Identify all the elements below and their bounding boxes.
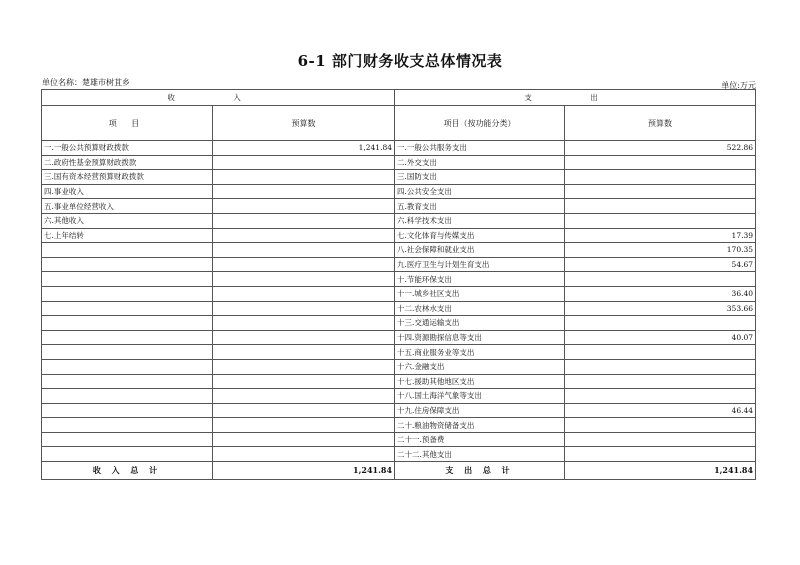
income-value-cell bbox=[213, 447, 395, 462]
income-item-cell bbox=[42, 447, 213, 462]
income-value-cell bbox=[213, 316, 395, 331]
expense-value-cell bbox=[565, 345, 756, 360]
expense-item-cell: 四.公共安全支出 bbox=[395, 184, 565, 199]
expense-value-cell: 522.86 bbox=[565, 141, 756, 156]
income-value-cell bbox=[213, 155, 395, 170]
table-row bbox=[42, 272, 756, 287]
item-by-func-header: 项目（按功能分类） bbox=[395, 106, 565, 141]
expense-item-cell: 十四.资源勘探信息等支出 bbox=[395, 330, 565, 345]
table-row bbox=[42, 316, 756, 331]
budget-header: 预算数 bbox=[213, 106, 395, 141]
expense-item-cell: 八.社会保障和就业支出 bbox=[395, 243, 565, 258]
table-row bbox=[42, 374, 756, 389]
expense-item-cell: 十.节能环保支出 bbox=[395, 272, 565, 287]
expense-value-cell bbox=[565, 213, 756, 228]
income-value-cell bbox=[213, 345, 395, 360]
expense-value-cell bbox=[565, 359, 756, 374]
expense-value-cell: 54.67 bbox=[565, 257, 756, 272]
table-row bbox=[42, 447, 756, 462]
expense-value-cell bbox=[565, 184, 756, 199]
expense-value-cell bbox=[565, 170, 756, 185]
income-item-cell: 四.事业收入 bbox=[42, 184, 213, 199]
expense-value-cell: 170.35 bbox=[565, 243, 756, 258]
expense-value-cell: 36.40 bbox=[565, 286, 756, 301]
income-value-cell bbox=[213, 374, 395, 389]
expense-value-cell: 40.07 bbox=[565, 330, 756, 345]
expense-item-cell: 十八.国土海洋气象等支出 bbox=[395, 389, 565, 404]
expense-item-cell: 七.文化体育与传媒支出 bbox=[395, 228, 565, 243]
expense-item-cell: 十五.商业服务业等支出 bbox=[395, 345, 565, 360]
table-row bbox=[42, 432, 756, 447]
income-item-cell bbox=[42, 316, 213, 331]
expense-total-value: 1,241.84 bbox=[565, 462, 756, 480]
income-header: 收 入 bbox=[42, 90, 395, 106]
income-item-cell: 二.政府性基金预算财政拨款 bbox=[42, 155, 213, 170]
page-title: 6-1 部门财务收支总体情况表 bbox=[297, 52, 503, 70]
income-value-cell bbox=[213, 257, 395, 272]
unit-label: 单位:万元 bbox=[721, 81, 756, 90]
income-item-cell bbox=[42, 272, 213, 287]
table-row bbox=[42, 330, 756, 345]
income-item-cell: 五.事业单位经营收入 bbox=[42, 199, 213, 214]
income-value-cell bbox=[213, 199, 395, 214]
table-row bbox=[42, 243, 756, 258]
expense-item-cell: 十七.援助其他地区支出 bbox=[395, 374, 565, 389]
table-row bbox=[42, 345, 756, 360]
expense-total-label: 支 出 总 计 bbox=[395, 462, 565, 480]
income-value-cell bbox=[213, 184, 395, 199]
table-row bbox=[42, 199, 756, 214]
income-value-cell: 1,241.84 bbox=[213, 141, 395, 156]
income-item-cell bbox=[42, 330, 213, 345]
expense-value-cell bbox=[565, 389, 756, 404]
table-row bbox=[42, 141, 756, 156]
table-row bbox=[42, 257, 756, 272]
income-item-cell bbox=[42, 403, 213, 418]
income-value-cell bbox=[213, 330, 395, 345]
table-row bbox=[42, 403, 756, 418]
income-value-cell bbox=[213, 243, 395, 258]
income-value-cell bbox=[213, 403, 395, 418]
income-value-cell bbox=[213, 286, 395, 301]
income-item-cell bbox=[42, 432, 213, 447]
income-value-cell bbox=[213, 272, 395, 287]
income-value-cell bbox=[213, 432, 395, 447]
income-value-cell bbox=[213, 389, 395, 404]
expense-item-cell: 九.医疗卫生与计划生育支出 bbox=[395, 257, 565, 272]
income-value-cell bbox=[213, 359, 395, 374]
expense-item-cell: 十一.城乡社区支出 bbox=[395, 286, 565, 301]
expense-item-cell: 二十.粮油物资储备支出 bbox=[395, 418, 565, 433]
income-value-cell bbox=[213, 213, 395, 228]
expense-value-cell bbox=[565, 155, 756, 170]
expense-item-cell: 一.一般公共服务支出 bbox=[395, 141, 565, 156]
expense-item-cell: 三.国防支出 bbox=[395, 170, 565, 185]
expense-value-cell bbox=[565, 432, 756, 447]
income-total-label: 收 入 总 计 bbox=[42, 462, 213, 480]
finance-table bbox=[41, 89, 756, 480]
income-value-cell bbox=[213, 301, 395, 316]
table-row bbox=[42, 301, 756, 316]
table-row bbox=[42, 170, 756, 185]
expense-item-cell: 六.科学技术支出 bbox=[395, 213, 565, 228]
total-row bbox=[42, 462, 756, 480]
income-item-cell bbox=[42, 374, 213, 389]
table-row bbox=[42, 155, 756, 170]
expense-item-cell: 二十一.预备费 bbox=[395, 432, 565, 447]
budget-header-2: 预算数 bbox=[565, 106, 756, 141]
unit-name: 单位名称：楚雄市树苴乡 bbox=[42, 78, 130, 87]
expense-item-cell: 十二.农林水支出 bbox=[395, 301, 565, 316]
expense-item-cell: 二.外交支出 bbox=[395, 155, 565, 170]
header-row-2 bbox=[42, 106, 756, 141]
expense-value-cell: 353.66 bbox=[565, 301, 756, 316]
table-row bbox=[42, 359, 756, 374]
expense-header: 支 出 bbox=[395, 90, 756, 106]
income-value-cell bbox=[213, 170, 395, 185]
income-value-cell bbox=[213, 418, 395, 433]
expense-item-cell: 二十二.其他支出 bbox=[395, 447, 565, 462]
income-item-cell bbox=[42, 418, 213, 433]
expense-item-cell: 五.教育支出 bbox=[395, 199, 565, 214]
expense-value-cell bbox=[565, 374, 756, 389]
income-item-cell bbox=[42, 359, 213, 374]
expense-item-cell: 十六.金融支出 bbox=[395, 359, 565, 374]
expense-value-cell: 46.44 bbox=[565, 403, 756, 418]
table-row bbox=[42, 389, 756, 404]
expense-value-cell bbox=[565, 272, 756, 287]
income-item-cell: 一.一般公共预算财政拨款 bbox=[42, 141, 213, 156]
expense-value-cell bbox=[565, 418, 756, 433]
income-item-cell bbox=[42, 243, 213, 258]
item-header: 项 目 bbox=[42, 106, 213, 141]
income-value-cell bbox=[213, 228, 395, 243]
table-row bbox=[42, 418, 756, 433]
table-row bbox=[42, 213, 756, 228]
expense-value-cell bbox=[565, 447, 756, 462]
expense-value-cell bbox=[565, 316, 756, 331]
income-item-cell bbox=[42, 301, 213, 316]
expense-value-cell bbox=[565, 199, 756, 214]
table-row bbox=[42, 228, 756, 243]
income-item-cell: 七.上年结转 bbox=[42, 228, 213, 243]
expense-item-cell: 十三.交通运输支出 bbox=[395, 316, 565, 331]
income-item-cell: 六.其他收入 bbox=[42, 213, 213, 228]
header-row-1 bbox=[42, 90, 756, 106]
income-total-value: 1,241.84 bbox=[213, 462, 395, 480]
income-item-cell bbox=[42, 345, 213, 360]
income-item-cell bbox=[42, 257, 213, 272]
expense-item-cell: 十九.住房保障支出 bbox=[395, 403, 565, 418]
expense-value-cell: 17.39 bbox=[565, 228, 756, 243]
income-item-cell bbox=[42, 389, 213, 404]
table-row bbox=[42, 286, 756, 301]
table-row bbox=[42, 184, 756, 199]
income-item-cell: 三.国有资本经营预算财政拨款 bbox=[42, 170, 213, 185]
income-item-cell bbox=[42, 286, 213, 301]
